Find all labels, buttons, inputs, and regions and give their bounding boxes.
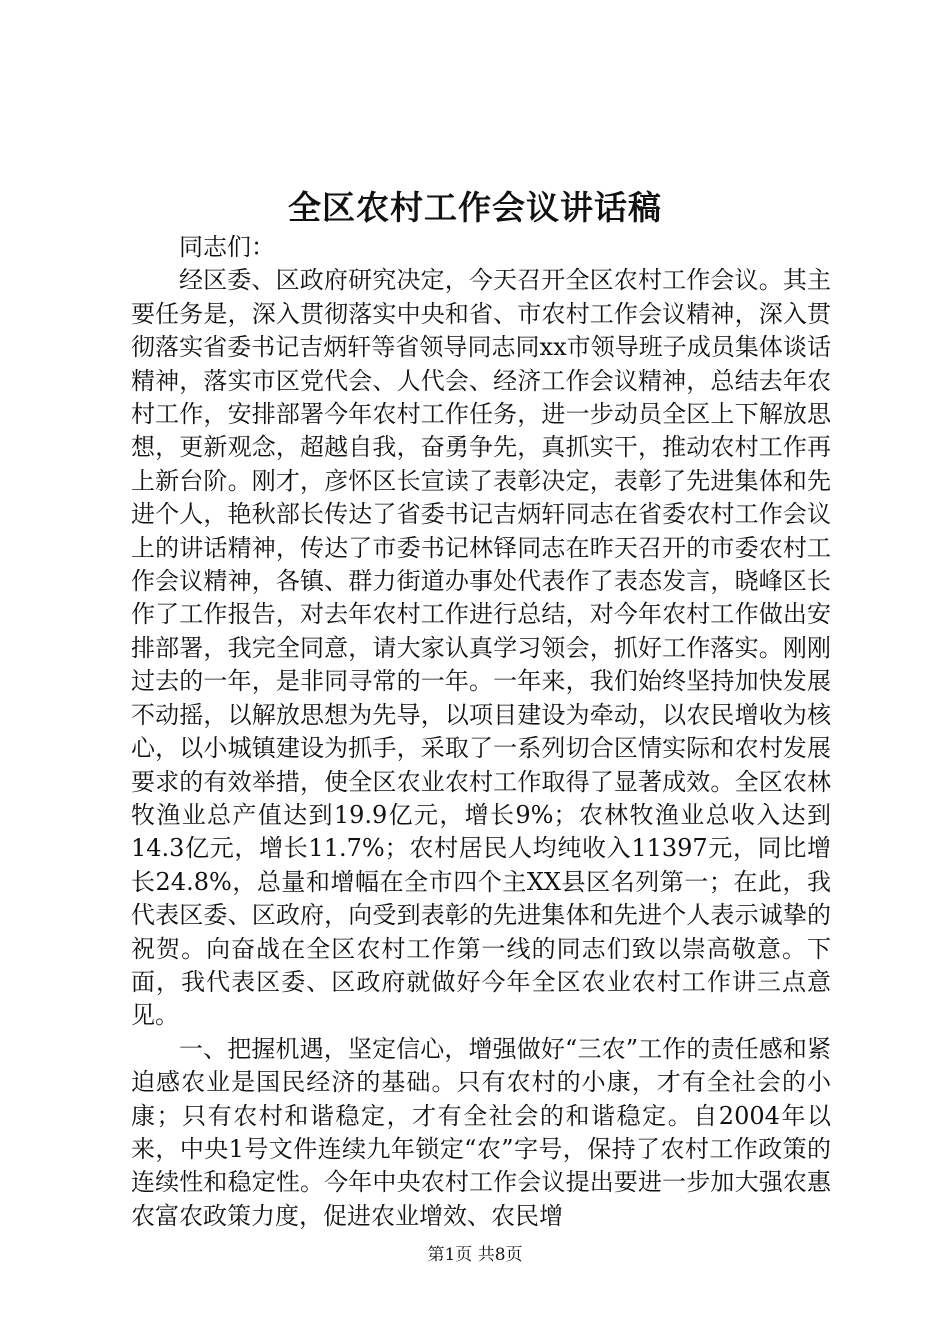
salutation-paragraph: 同志们： — [179, 233, 275, 261]
body-paragraph: 一、把握机遇，坚定信心，增强做好“三农”工作的责任感和紧迫感农业是国民经济的基础。只有农村的小康，才有全社会的小康；只有农村和谐稳定，才有全社会的和谐稳定。自2004年以来，中央1号文件连续九年锁定“农”字号，保持了农村工作政策的连续性和稳定性。今年中央农村工作会议提出要进一步加大强农惠农富农政策力度，促进农业增效、农民增 — [131, 1034, 831, 1230]
document-body — [131, 231, 831, 1233]
body-paragraph: 经区委、区政府研究决定，今天召开全区农村工作会议。其主要任务是，深入贯彻落实中央和省、市农村工作会议精神，深入贯彻落实省委书记吉炳轩等省领导同志同xx市领导班子成员集体谈话精神，落实市区党代会、人代会、经济工作会议精神，总结去年农村工作，安排部署今年农村工作任务，进一步动员全区上下解放思想，更新观念，超越自我，奋勇争先，真抓实干，推动农村工作再上新台阶。刚才，彦怀区长宣读了表彰决定，表彰了先进集体和先进个人，艳秋部长传达了省委书记吉炳轩同志在省委农村工作会议上的讲话精神，传达了市委书记林铎同志在昨天召开的市委农村工作会议精神，各镇、群力街道办事处代表作了表态发言，晓峰区长作了工作报告，对去年农村工作进行总结，对今年农村工作做出安排部署，我完全同意，请大家认真学习领会，抓好工作落实。刚刚过去的一年，是非同寻常的一年。一年来，我们始终坚持加快发展不动摇，以解放思想为先导，以项目建设为牵动，以农民增收为核心，以小城镇建设为抓手，采取了一系列切合区情实际和农村发展要求的有效举措，使全区农业农村工作取得了显著成效。全区农林牧渔业总产值达到19.9亿元，增长9%；农林牧渔业总收入达到14.3亿元，增长11.7%；农村居民人均纯收入11397元，同比增长24.8%，总量和增幅在全市四个主XX县区名列第一；在此，我代表区委、区政府，向受到表彰的先进集体和先进个人表示诚挚的祝贺。向奋战在全区农村工作第一线的同志们致以崇高敬意。下面，我代表区委、区政府就做好今年全区农业农村工作讲三点意见。 — [131, 266, 831, 1030]
page-number-footer: 第1页 共8页 — [427, 1245, 523, 1265]
document-title: 全区农村工作会议讲话稿 — [288, 188, 662, 227]
